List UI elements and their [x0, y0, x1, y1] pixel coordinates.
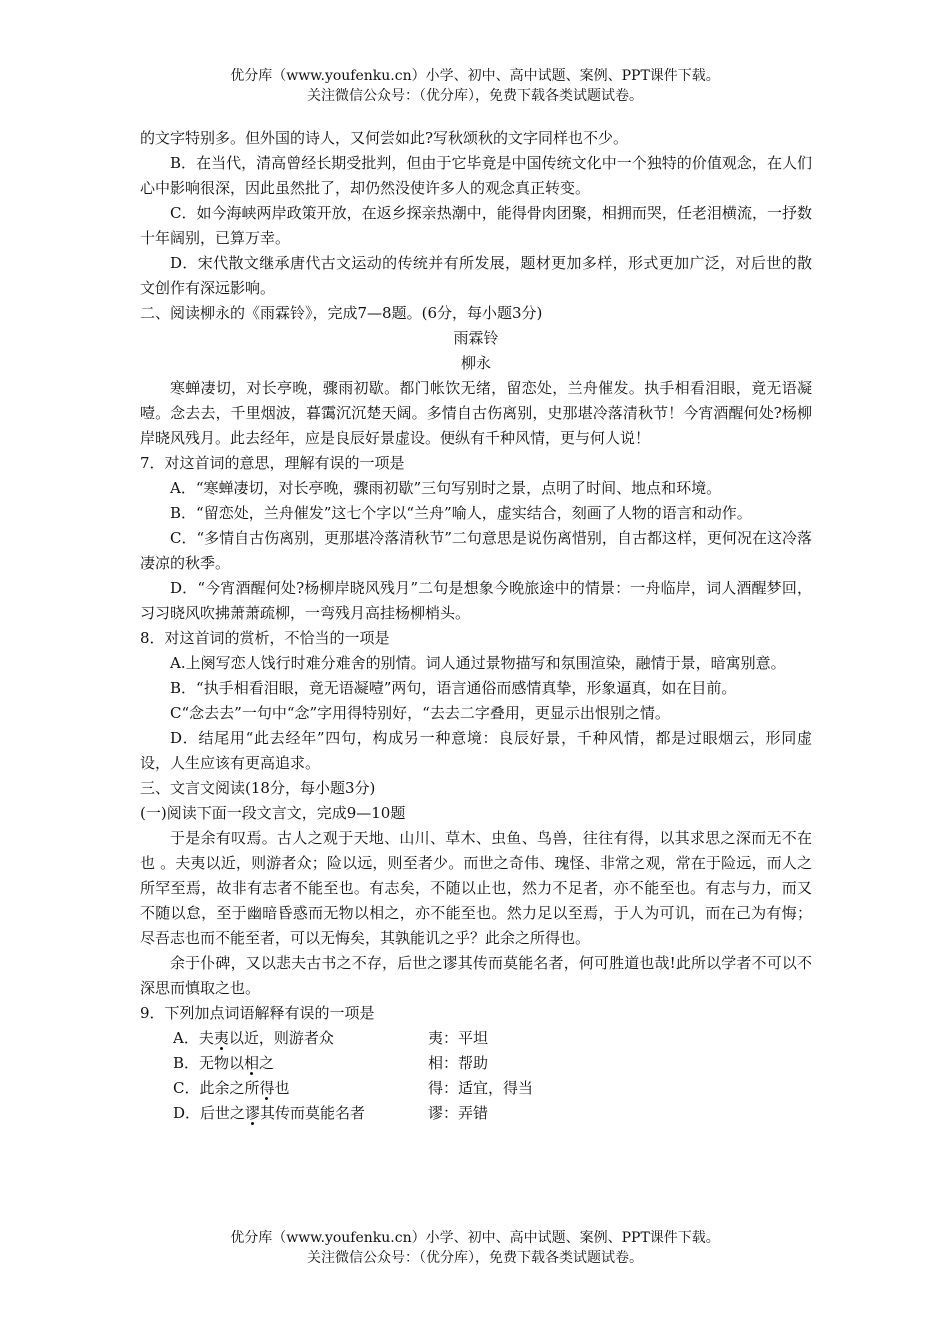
question-7-option-d: D．“今宵酒醒何处?杨柳岸晓风残月”二句是想象今晚旅途中的情景：一舟临岸，词人酒醒梦回，习习晓风吹拂萧萧疏柳，一弯残月高挂杨柳梢头。	[140, 579, 812, 622]
option-b-paragraph: B．在当代，清高曾经长期受批判，但由于它毕竟是中国传统文化中一个独特的价值观念，在人们心中影响很深，因此虽然批了，却仍然没使许多人的观念真正转变。	[140, 154, 812, 197]
header-line-2: 关注微信公众号：（优分库），免费下载各类试题试卷。	[307, 88, 643, 104]
question-8-option-b: B．“执手相看泪眼，竟无语凝噎”两句，语言通俗而感情真挚，形象逼真，如在目前。	[170, 679, 737, 697]
paragraph-continuation: 的文字特别多。但外国的诗人，又何尝如此?写秋颂秋的文字同样也不少。	[140, 129, 629, 147]
classical-text-paragraph-2: 余于仆碑，又以悲夫古书之不存，后世之谬其传而莫能名者，何可胜道也哉!此所以学者不可以不深思而慎取之也。	[140, 954, 812, 997]
section-2-heading: 二、阅读柳永的《雨霖铃》，完成7—8题。(6分，每小题3分)	[140, 304, 543, 322]
question-7-option-a: A．“寒蝉凄切，对长亭晚，骤雨初歇”三句写别时之景，点明了时间、地点和环境。	[170, 479, 722, 497]
dotted-word: 得	[259, 1079, 275, 1097]
phrase-prefix: D．后世之	[173, 1104, 246, 1122]
question-8: 8．对这首词的赏析，不恰当的一项是	[140, 629, 390, 647]
option-c-paragraph: C．如今海峡两岸政策开放，在返乡探亲热潮中，能得骨肉团聚，相拥而哭，任老泪横流，一抒数十年阔别，已算万幸。	[140, 204, 812, 247]
question-7-option-b: B．“留恋处，兰舟催发”这七个字以“兰舟”喻人，虚实结合，刻画了人物的语言和动作。	[170, 504, 752, 522]
phrase-suffix: 以近，则游者众	[228, 1029, 334, 1047]
phrase-prefix: A．夫	[173, 1029, 214, 1047]
option-phrase	[173, 1051, 428, 1076]
option-explanation: 谬：弄错	[428, 1104, 489, 1122]
page-header	[0, 66, 950, 106]
poem-author: 柳永	[460, 354, 491, 372]
question-7: 7．对这首词的意思，理解有误的一项是	[140, 454, 405, 472]
option-phrase	[173, 1026, 428, 1051]
page-footer	[0, 1228, 950, 1268]
option-explanation: 相：帮助	[428, 1054, 489, 1072]
question-8-option-a: A.上阕写恋人饯行时难分难舍的别情。词人通过景物描写和氛围渲染，融情于景，暗寓别意。	[170, 654, 786, 672]
question-8-option-c: C“念去去”一句中“念”字用得特别好，“去去二字叠用，更显示出恨别之情。	[170, 704, 670, 722]
section-3-heading: 三、文言文阅读(18分，每小题3分)	[140, 779, 376, 797]
dotted-word: 相	[244, 1054, 260, 1072]
question-9-option-a	[140, 1026, 812, 1051]
dotted-word: 谬	[245, 1104, 261, 1122]
footer-line-2: 关注微信公众号：（优分库），免费下载各类试题试卷。	[307, 1250, 643, 1266]
poem-title: 雨霖铃	[453, 329, 499, 347]
poem-text: 寒蝉凄切，对长亭晚，骤雨初歇。都门帐饮无绪，留恋处，兰舟催发。执手相看泪眼，竟无语凝噎。念去去，千里烟波，暮霭沉沉楚天阔。多情自古伤离别，史那堪冷落清秋节！今宵酒醒何处?杨柳岸晓风残月。此去经年，应是良辰好景虚设。便纵有千种风情，更与何人说！	[140, 379, 812, 447]
document-body	[140, 126, 812, 1126]
option-phrase	[173, 1076, 428, 1101]
header-line-1: 优分库（www.youfenku.cn）小学、初中、高中试题、案例、PPT课件下载。	[230, 68, 720, 84]
question-8-option-d: D．结尾用“此去经年”四句，构成另一种意境：良辰好景，千种风情，都是过眼烟云，形同虚设，人生应该有更高追求。	[140, 729, 812, 772]
phrase-suffix: 之	[259, 1054, 275, 1072]
classical-text-paragraph-1: 于是余有叹焉。古人之观于天地、山川、草木、虫鱼、鸟兽，往往有得，以其求思之深而无不在也 。夫夷以近，则游者众；险以远，则至者少。而世之奇伟、瑰怪、非常之观，常在于险远，而人之所罕至焉，故非有志者不能至也。有志矣，不随以止也，然力不足者，亦不能至也。有志与力，而又不随以怠，至于幽暗昏惑而无物以相之，亦不能至也。然力足以至焉，于人为可讥，而在己为有悔；尽吾志也而不能至者，可以无悔矣，其孰能讥之乎？此余之所得也。	[140, 829, 812, 947]
phrase-prefix: C．此余之所	[173, 1079, 260, 1097]
phrase-prefix: B．无物以	[173, 1054, 245, 1072]
phrase-suffix: 其传而莫能名者	[260, 1104, 366, 1122]
option-d-paragraph: D．宋代散文继承唐代古文运动的传统并有所发展，题材更加多样，形式更加广泛，对后世的散文创作有深远影响。	[140, 254, 812, 297]
question-9-option-d	[140, 1101, 812, 1126]
phrase-suffix: 也	[274, 1079, 290, 1097]
dotted-word: 夷	[213, 1029, 229, 1047]
question-9-option-b	[140, 1051, 812, 1076]
question-9-option-c	[140, 1076, 812, 1101]
option-explanation: 夷：平坦	[428, 1029, 489, 1047]
footer-line-1: 优分库（www.youfenku.cn）小学、初中、高中试题、案例、PPT课件下载。	[230, 1230, 720, 1246]
option-phrase	[173, 1101, 428, 1126]
question-7-option-c: C．“多情自古伤离别，更那堪冷落清秋节”二句意思是说伤离惜别，自古都这样，更何况在这冷落凄凉的秋季。	[140, 529, 812, 572]
question-9: 9．下列加点词语解释有误的一项是	[140, 1004, 375, 1022]
option-explanation: 得：适宜，得当	[428, 1079, 534, 1097]
subsection-1-heading: (一)阅读下面一段文言文，完成9—10题	[140, 804, 406, 822]
